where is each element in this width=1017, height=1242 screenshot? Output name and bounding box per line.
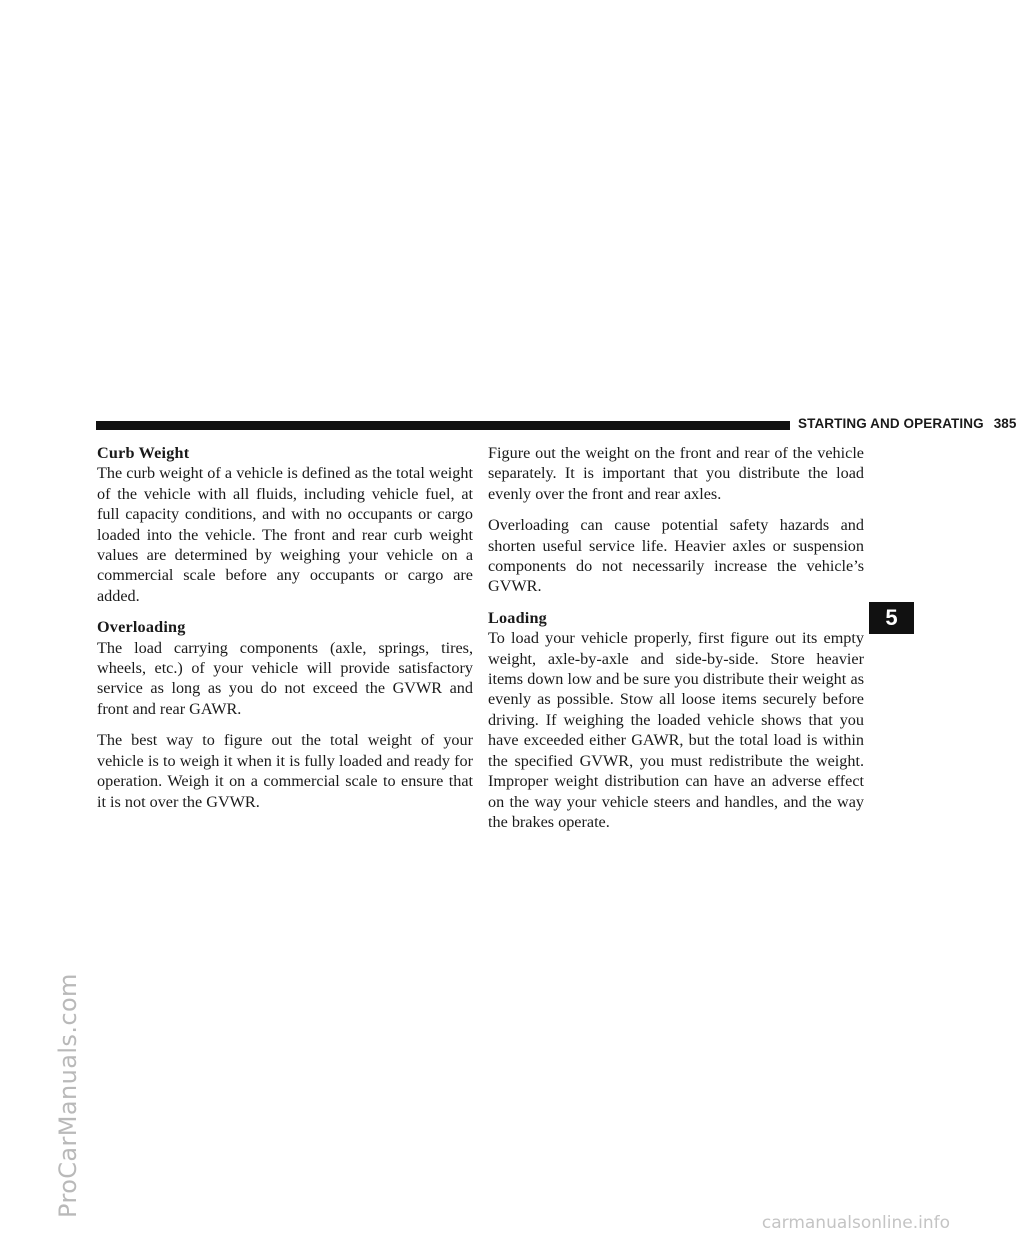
paragraph-overloading-2: The best way to figure out the total weight of your vehicle is to weigh it when it is fully loaded and ready for operation. Weigh it on a commercial scale to ensure that it is not over the GVWR.: [97, 731, 473, 811]
watermark-side: ProCarManuals.com: [54, 973, 82, 1218]
paragraph-overloading-hazards: Overloading can cause potential safety hazards and shorten useful service life. Heavier axles or suspension components do not necessarily increase the vehicle’s GVWR.: [488, 516, 864, 596]
left-column: [97, 443, 473, 823]
running-header: [798, 416, 1017, 431]
heading-loading: Loading: [488, 608, 547, 627]
heading-curb-weight: Curb Weight: [97, 444, 190, 462]
header-rule: [96, 421, 790, 430]
watermark-bottom: carmanualsonline.info: [761, 1213, 950, 1233]
section-tab: 5: [869, 602, 914, 634]
paragraph-curb-weight: The curb weight of a vehicle is defined as the total weight of the vehicle with all fluids, including vehicle fuel, at full capacity conditions, and with no occupants or cargo loaded into the vehicle. The front and rear curb weight values are determined by weighing your vehicle on a commercial scale before any occupants or cargo are added.: [97, 464, 473, 605]
header-section-title: STARTING AND OPERATING: [798, 416, 984, 431]
paragraph-loading: To load your vehicle properly, first figure out its empty weight, axle-by-axle and side-by-side. Store heavier items down low and be sure you distribute their weight as evenly as possible. Stow all loose items securely before driving. If weighing the loaded vehicle shows that you have exceeded either GAWR, but the total load is within the specified GVWR, you must redistribute the weight. Improper weight distribution can have an adverse effect on the way your vehicle steers and handles, and the way the brakes operate.: [488, 629, 864, 831]
right-column: [488, 443, 864, 843]
paragraph-overloading-1: The load carrying components (axle, springs, tires, wheels, etc.) of your vehicle will provide satisfactory service as long as you do not exceed the GVWR and front and rear GAWR.: [97, 638, 473, 718]
heading-overloading: Overloading: [97, 618, 186, 637]
page-number: 385: [993, 416, 1017, 431]
paragraph-weight-distribution: Figure out the weight on the front and rear of the vehicle separately. It is important that you distribute the load evenly over the front and rear axles.: [488, 444, 864, 503]
